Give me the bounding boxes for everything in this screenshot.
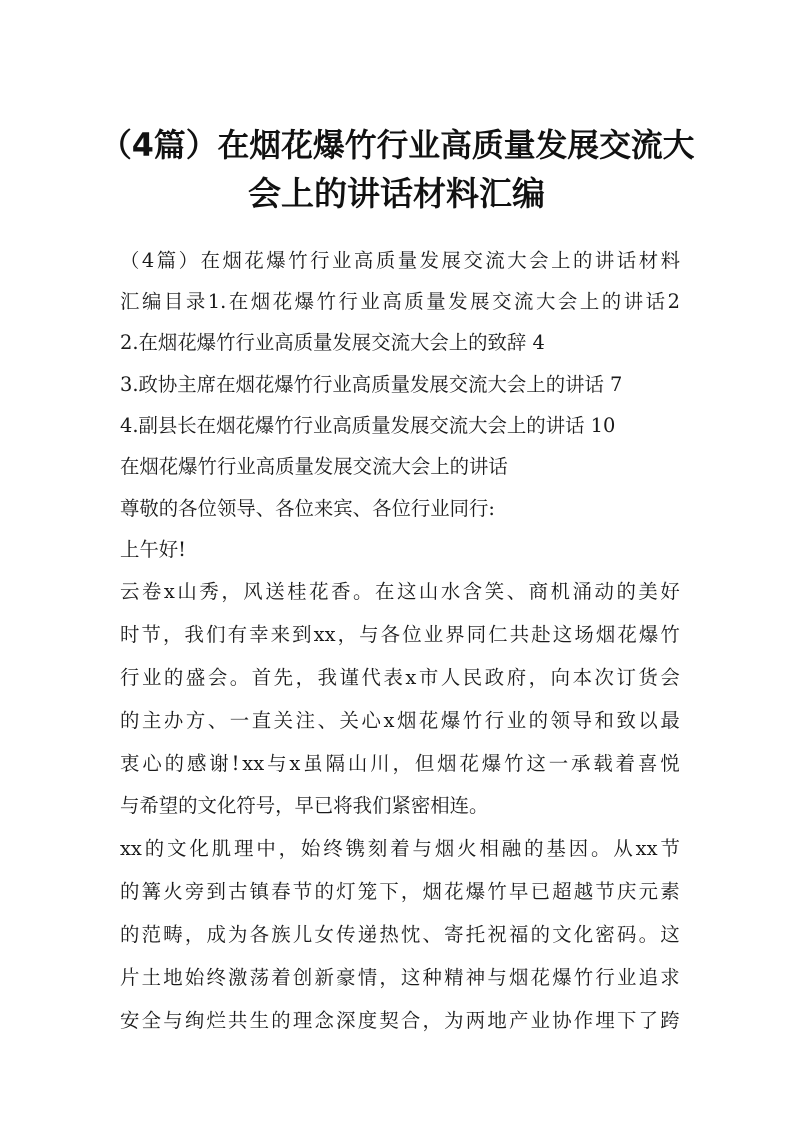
- body-line: 的 范 畴 ， 成 为 各 族 儿 女 传 递 热 忱 、 寄 托 祝 福 的 文 化 密 码 。 这: [120, 923, 680, 946]
- document-title-line-1: （4篇）在烟花爆竹行业高质量发展交流大: [100, 127, 695, 164]
- body-line: 在烟花爆竹行业高质量发展交流大会上的讲话: [120, 455, 508, 478]
- body-line: 时 节 ， 我 们 有 幸 来 到 xx ， 与 各 位 业 界 同 仁 共 赴 这 场 烟 花 爆 竹: [120, 623, 680, 646]
- body-line: 汇 编 目 录 1. 在 烟 花 爆 竹 行 业 高 质 量 发 展 交 流 大 会 上 的 讲 话 2: [120, 290, 680, 313]
- body-line: 2.在烟花爆竹行业高质量发展交流大会上的致辞 4: [120, 331, 545, 354]
- body-line: 衷 心 的 感 谢 ! xx 与 x 虽 隔 山 川 ， 但 烟 花 爆 竹 这 一 承 载 着 喜 悦: [120, 752, 680, 775]
- body-line: 安 全 与 绚 烂 共 生 的 理 念 深 度 契 合 ， 为 两 地 产 业 协 作 埋 下 了 跨: [120, 1009, 680, 1032]
- body-line: 的 主 办 方 、 一 直 关 注 、 关 心 x 烟 花 爆 竹 行 业 的 领 导 和 致 以 最: [120, 709, 680, 732]
- body-line: 的 篝 火 旁 到 古 镇 春 节 的 灯 笼 下 ， 烟 花 爆 竹 早 已 超 越 节 庆 元 素: [120, 880, 680, 903]
- body-line: 片 土 地 始 终 激 荡 着 创 新 豪 情 ， 这 种 精 神 与 烟 花 爆 竹 行 业 追 求: [120, 966, 680, 989]
- body-line: 3.政协主席在烟花爆竹行业高质量发展交流大会上的讲话 7: [120, 373, 623, 396]
- document-title-line-2: 会上的讲话材料汇编: [248, 174, 545, 213]
- body-line: 4.副县长在烟花爆竹行业高质量发展交流大会上的讲话 10: [120, 414, 616, 437]
- body-line: 行 业 的 盛 会 。 首 先 ， 我 谨 代 表 x 市 人 民 政 府 ， 向 本 次 订 货 会: [120, 666, 680, 689]
- body-line: xx 的 文 化 肌 理 中 ， 始 终 镌 刻 着 与 烟 火 相 融 的 基 因 。 从 xx 节: [120, 837, 680, 860]
- body-line: 上午好!: [120, 538, 186, 561]
- body-line: 与希望的文化符号，早已将我们紧密相连。: [120, 794, 489, 817]
- body-line: （ 4 篇 ） 在 烟 花 爆 竹 行 业 高 质 量 发 展 交 流 大 会 上 的 讲 话 材 料: [120, 249, 680, 272]
- body-line: 尊敬的各位领导、各位来宾、各位行业同行:: [120, 497, 495, 520]
- body-line: 云 卷 x 山 秀 ， 风 送 桂 花 香 。 在 这 山 水 含 笑 、 商 机 涌 动 的 美 好: [120, 580, 680, 603]
